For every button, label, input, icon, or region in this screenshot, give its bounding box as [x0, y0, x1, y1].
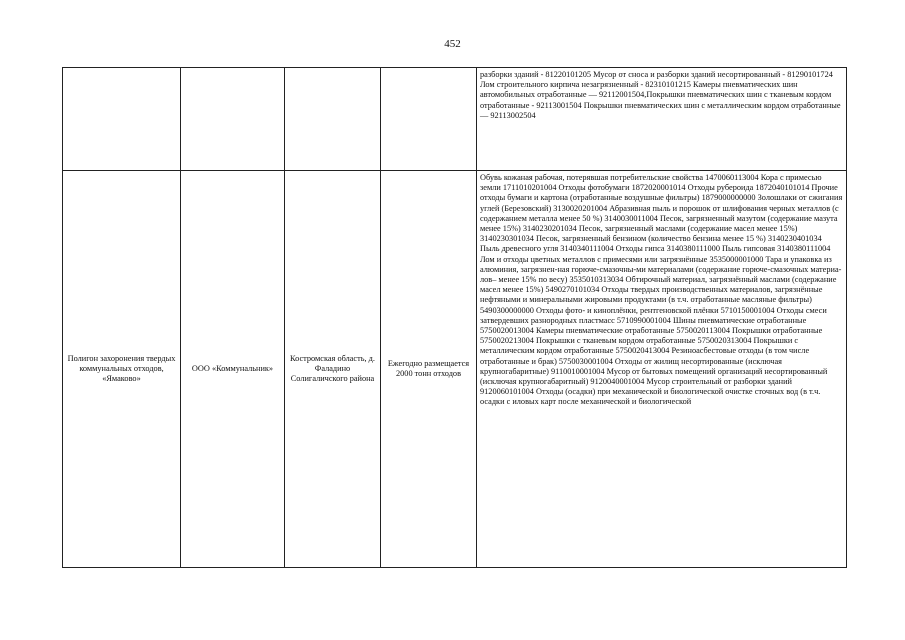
table-row [63, 68, 847, 171]
volume-cell [381, 68, 477, 171]
site-name-cell [63, 68, 181, 171]
waste-sites-table [62, 67, 847, 568]
volume-cell: Ежегодно размещается 2000 тонн отходов [381, 171, 477, 568]
waste-types-cell: Обувь кожаная рабочая, потерявшая потребительские свойства 1470060113004 Кора с примесью земли 1711010201004 Отходы фотобумаги 1872020001014 Отходы рубероида 1872040101014 Прочие отходы бумаги и картона (отработанные воздушные фильтры) 1879000000000 Золошлаки от сжигания углей (Березовский) 3130020201004 Абразивная пыль и порошок от шлифования черных металлов (с содержанием металла менее 50 %) 3140030011004 Песок, загрязненный мазутом (содержание мазута менее 15%) 3140230201034 Песок, загрязненный маслами (содержание масел менее 15%) 3140230301034 Песок, загрязненный бензином (количество бензина менее 15 %) 3140230401034 Пыль древесного угля 3140340111004 Отходы гипса 3140380111000 Пыль гипсовая 3140380111004 Лом и отходы цветных металлов с примесями или загрязнённые 3535000001000 Тара и упаковка из алюминия, загрязнен-ная горюче-смазочны-ми материалами (содержание горюче-смазочных материа-лов– менее 15% по весу) 3535010313034 Обтирочный материал, загрязнённый маслами (содержание масел менее 15%) 5490270101034 Отходы твердых производственных материалов, загрязнённые нефтяными и минеральными жировыми продуктами (в т.ч. отработанные масляные фильтры) 5490300000000 Отходы фото- и кинoплёнки, рентгеновской плёнки 5710150001004 Отходы смеси затвердевших разнородных пластмасс 5710990001004 Шины пневматические отработанные 5750020013004 Камеры пневматические отработанные 5750020113004 Покрышки отработанные 5750020213004 Покрышки с тканевым кордом отработанные 5750020313004 Покрышки с металлическим кордом отработанные 5750020413004 Резиноасбестовые отходы (в том числе отработанные и брак) 5750030001004 Отходы от жилищ несортированные (исключая крупногабаритные) 9110010001004 Мусор от бытовых помещений организаций несортированный (исключая крупногабаритный) 9120040001004 Мусор строительный от разборки зданий 9120060101004 Отходы (осадки) при механической и биологической очистке сточных вод (в т.ч. осадки с иловых карт после механической и биологической [477, 171, 847, 568]
operator-cell [181, 68, 285, 171]
site-name-cell: Полигон захоронения твердых коммунальных отходов, «Ямаково» [63, 171, 181, 568]
operator-cell: ООО «Коммунальник» [181, 171, 285, 568]
location-cell [285, 68, 381, 171]
page-number: 452 [444, 38, 461, 50]
table-row [63, 171, 847, 568]
waste-types-cell: разборки зданий - 81220101205 Мусор от сноса и разборки зданий несортированный - 81290101724 Лом строительного кирпича незагрязненный - 82310101215 Камеры пневматических шин автомобильных отработанные — 92112001504,Покрышки пневматических шин с тканевым кордом отработанные - 92113001504 Покрышки пневматических шин с металлическим кордом отработанные — 92113002504 [477, 68, 847, 171]
location-cell: Костромская область, д. Фаладино Солигаличского района [285, 171, 381, 568]
